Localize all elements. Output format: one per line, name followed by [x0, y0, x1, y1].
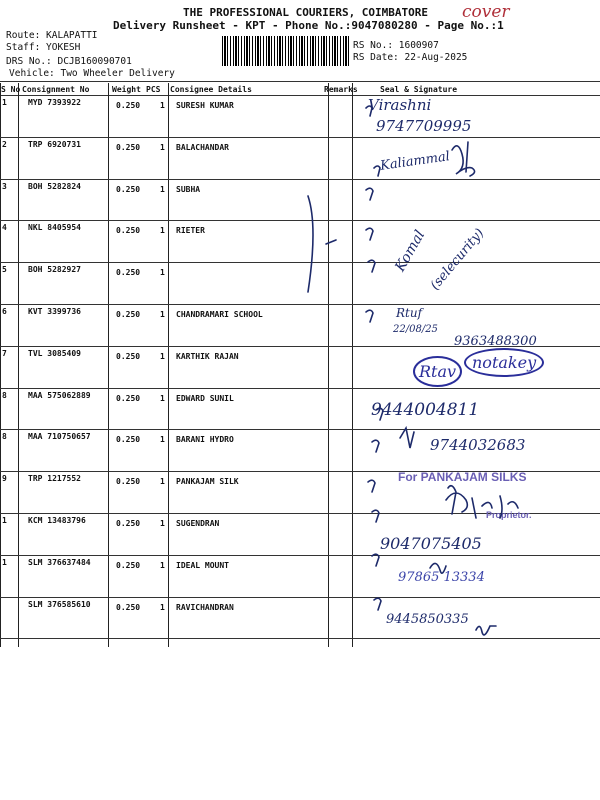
- row-pcs: 1: [160, 561, 165, 570]
- arrow-mark: [326, 240, 336, 244]
- row-consignee: RAVICHANDRAN: [176, 603, 234, 612]
- tick-mark: [366, 228, 373, 240]
- col-remarks: Remarks: [324, 85, 358, 94]
- row-consignment: BOH 5282927: [28, 265, 81, 274]
- handwritten-phone: 9744032683: [430, 436, 526, 454]
- tick-mark: [372, 554, 379, 566]
- row-consignment: MYD 7393922: [28, 98, 81, 107]
- handwritten-phone: 9444004811: [371, 400, 480, 420]
- handwritten-phone: 97865 13334: [398, 570, 485, 585]
- handwritten-phone: 9363488300: [454, 334, 537, 349]
- row-sno: 7: [2, 349, 7, 358]
- row-consignee: EDWARD SUNIL: [176, 394, 234, 403]
- tick-mark: [372, 440, 379, 452]
- row-pcs: 1: [160, 477, 165, 486]
- document-subtitle: Delivery Runsheet - KPT - Phone No.:9047080280 - Page No.:1: [113, 19, 504, 32]
- row-pcs: 1: [160, 268, 165, 277]
- row-weight: 0.250: [116, 561, 141, 570]
- document-title: THE PROFESSIONAL COURIERS, COIMBATORE: [183, 6, 429, 19]
- tick-mark: [366, 106, 372, 116]
- handwritten-phone: 9047075405: [380, 534, 482, 553]
- row-sno: 3: [2, 182, 7, 191]
- row-consignment: SLM 376637484: [28, 558, 91, 567]
- handwritten-note: Rtuf: [396, 306, 423, 320]
- col-consignee: Consignee Details: [170, 85, 252, 94]
- tick-mark: [366, 310, 373, 322]
- row-sno: 1: [2, 558, 7, 567]
- tick-mark: [376, 408, 383, 420]
- row-weight: 0.250: [116, 435, 141, 444]
- row-consignment: BOH 5282824: [28, 182, 81, 191]
- signature-mark: [476, 626, 496, 635]
- row-sno: 4: [2, 223, 7, 232]
- row-consignee: KARTHIK RAJAN: [176, 352, 239, 361]
- row-consignee: CHANDRAMARI SCHOOL: [176, 310, 263, 319]
- row-consignment: MAA 710750657: [28, 432, 91, 441]
- col-seal: Seal & Signature: [380, 85, 458, 94]
- row-sno: 5: [2, 265, 7, 274]
- row-weight: 0.250: [116, 268, 141, 277]
- vehicle: Vehicle: Two Wheeler Delivery: [9, 68, 175, 79]
- row-weight: 0.250: [116, 477, 141, 486]
- row-sno: 9: [2, 474, 7, 483]
- row-pcs: 1: [160, 603, 165, 612]
- row-pcs: 1: [160, 226, 165, 235]
- row-consignee: SURESH KUMAR: [176, 101, 234, 110]
- row-pcs: 1: [160, 101, 165, 110]
- row-sno: 8: [2, 391, 7, 400]
- tick-mark: [368, 260, 375, 272]
- row-consignment: MAA 575062889: [28, 391, 91, 400]
- row-pcs: 1: [160, 185, 165, 194]
- row-weight: 0.250: [116, 226, 141, 235]
- row-weight: 0.250: [116, 519, 141, 528]
- handwritten-name: Komal: [392, 227, 429, 275]
- tick-mark: [366, 188, 373, 200]
- rs-number: RS No.: 1600907: [353, 40, 439, 51]
- tick-mark: [374, 166, 380, 176]
- handwritten-circled-mark: notakey: [464, 348, 544, 377]
- row-consignee: PANKAJAM SILK: [176, 477, 239, 486]
- row-sno: 8: [2, 432, 7, 441]
- company-stamp: For PANKAJAM SILKS: [398, 470, 527, 484]
- row-sno: 1: [2, 98, 7, 107]
- route: Route: KALAPATTI: [6, 30, 98, 41]
- row-consignee: IDEAL MOUNT: [176, 561, 229, 570]
- row-consignment: KVT 3399736: [28, 307, 81, 316]
- row-sno: 1: [2, 516, 7, 525]
- row-consignee: BARANI HYDRO: [176, 435, 234, 444]
- row-consignment: TVL 3085409: [28, 349, 81, 358]
- row-consignee: SUBHA: [176, 185, 201, 194]
- row-weight: 0.250: [116, 394, 141, 403]
- tick-mark: [374, 598, 381, 610]
- company-stamp-proprietor: Proprietor.: [486, 510, 532, 520]
- row-pcs: 1: [160, 394, 165, 403]
- row-consignment: SLM 376585610: [28, 600, 91, 609]
- col-consignment: Consignment No: [22, 85, 90, 94]
- handwritten-date: 22/08/25: [393, 324, 438, 335]
- row-weight: 0.250: [116, 352, 141, 361]
- row-pcs: 1: [160, 143, 165, 152]
- row-consignment: TRP 1217552: [28, 474, 81, 483]
- row-pcs: 1: [160, 310, 165, 319]
- row-sno: 6: [2, 307, 7, 316]
- row-pcs: 1: [160, 519, 165, 528]
- row-consignment: TRP 6920731: [28, 140, 81, 149]
- signature-mark: [400, 428, 414, 448]
- col-weight: Weight: [112, 85, 141, 94]
- col-pcs: PCS: [146, 85, 161, 94]
- row-sno: 2: [2, 140, 7, 149]
- row-weight: 0.250: [116, 603, 141, 612]
- row-weight: 0.250: [116, 101, 141, 110]
- row-consignment: NKL 8405954: [28, 223, 81, 232]
- row-consignee: RIETER: [176, 226, 205, 235]
- signature-mark: [452, 142, 475, 176]
- rs-date: RS Date: 22-Aug-2025: [353, 52, 468, 63]
- tick-mark: [368, 480, 375, 492]
- row-consignment: KCM 13483796: [28, 516, 86, 525]
- row-pcs: 1: [160, 352, 165, 361]
- cover-note: cover: [462, 2, 510, 22]
- row-weight: 0.250: [116, 310, 141, 319]
- handwritten-phone: 9747709995: [376, 117, 472, 135]
- tick-mark: [372, 510, 379, 522]
- signature-mark: [446, 486, 518, 518]
- handwritten-name: Virashni: [368, 96, 432, 114]
- col-sno: S No: [1, 85, 21, 94]
- staff: Staff: YOKESH: [6, 42, 81, 53]
- handwritten-note: (selecurity): [427, 225, 488, 294]
- row-weight: 0.250: [116, 185, 141, 194]
- row-consignee: BALACHANDAR: [176, 143, 229, 152]
- row-pcs: 1: [160, 435, 165, 444]
- signature-mark: [430, 563, 446, 573]
- bracket-mark: [308, 196, 313, 292]
- handwritten-name: Kaliammal: [379, 149, 451, 174]
- handwritten-circled-mark: Rtav: [413, 356, 462, 387]
- row-consignee: SUGENDRAN: [176, 519, 220, 528]
- row-weight: 0.250: [116, 143, 141, 152]
- drs-number: DRS No.: DCJB160090701: [6, 56, 132, 67]
- handwritten-phone: 9445850335: [386, 612, 469, 627]
